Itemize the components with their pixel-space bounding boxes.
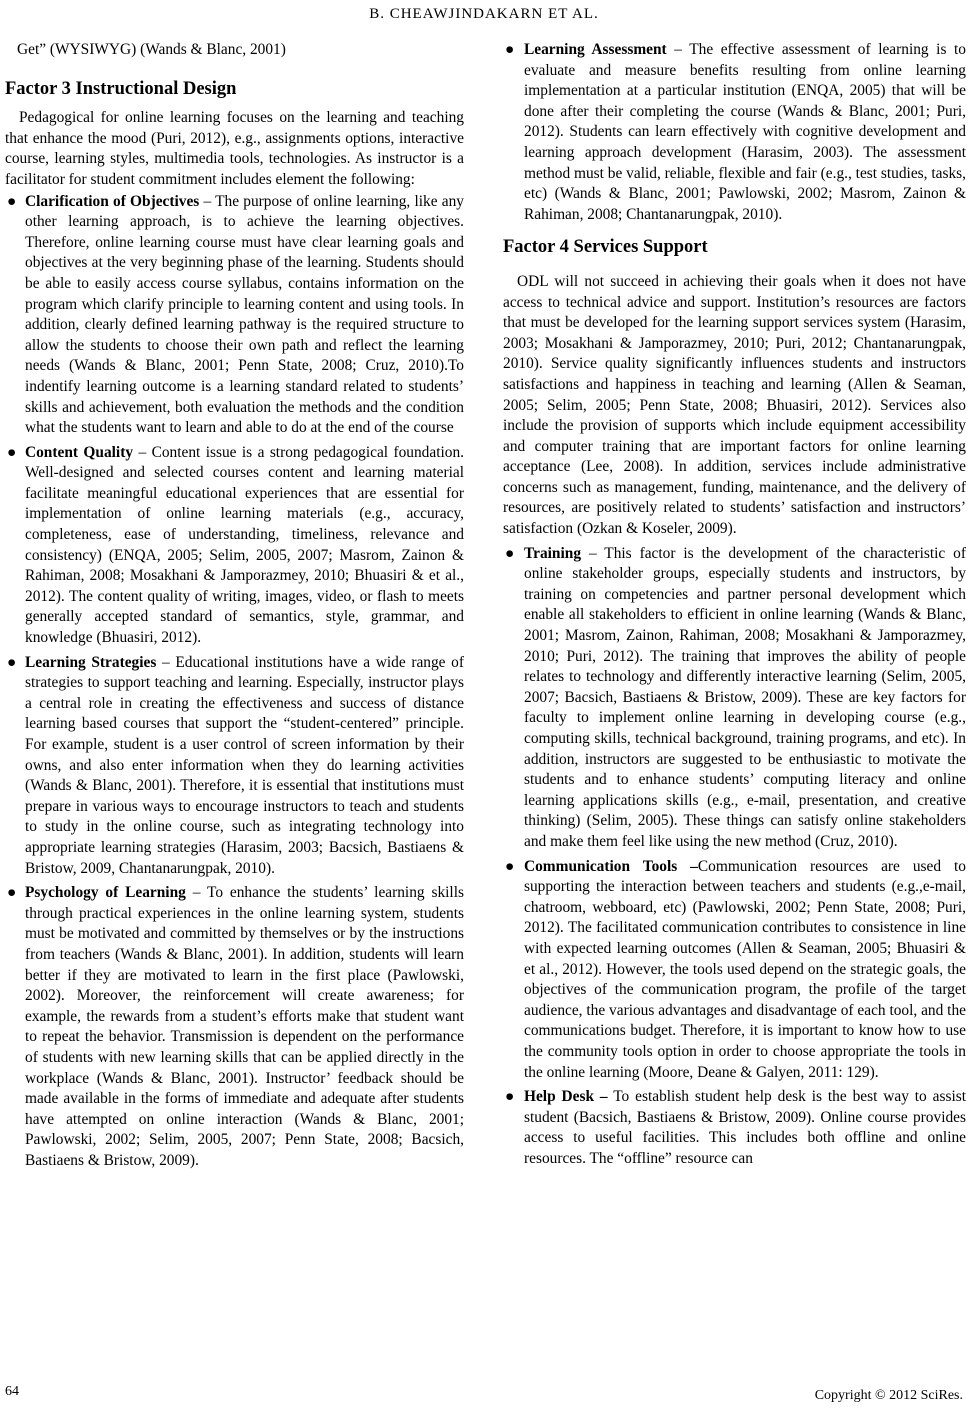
copyright-notice: Copyright © 2012 SciRes. (814, 1388, 963, 1403)
bullet-text: This factor is the development of the characteristic of online stakeholder groups, especially students and instructors, by training on competencies and partner personal development which enable all stakeholders to efficient in online learning (Wands & Blanc, 2001; Masrom, Zainon, Rahiman, 2008; Mosakhani & Jamporazmey, 2010; Puri, 2012). The training that improves the ability of people relates to technology and differently interactive learning (Selim, 2005, 2007; Bacsich, Bastiaens & Bristow, 2009). These are key factors for faculty to implement online learning in developing course (e.g., computing skills, technical background, training programs, and etc). In addition, instructors are suggested to be enthusiastic to motivate the students and to enhance students’ computing literacy and online learning applications skills (e.g., e-mail, presentation, and creative thinking) (Selim, 2005). These things can satisfy online stakeholders and make them feel like using the new method (Cruz, 2010). (524, 544, 966, 850)
page-number: 64 (5, 1384, 19, 1399)
bullet-item (5, 443, 464, 649)
section-heading-factor-3: Factor 3 Instructional Design (5, 78, 237, 99)
bullet-icon: ● (7, 443, 17, 461)
bullet-icon: ● (505, 544, 515, 562)
bullet-text: The purpose of online learning, like any other learning approach, is to achieve the learning objectives. Therefore, online learning course must have clear learning goals and objectives at the very beginning phase of the learning. Students should be able to easily access course syllabus, contains information on the program which clarify principle to learning content and using tools. In addition, clearly defined learning pathway is the required structure to allow the students to choose their own path and reflect the learning needs (Wands & Blanc, 2001; Penn State, 2008; Cruz, 2010).To indentify learning outcome is a learning standard related to students’ skills and achievement, both evaluation the methods and the condition what the students want to learn and able to do at the end of the course (25, 192, 464, 437)
bullet-icon: ● (505, 1088, 515, 1106)
bullet-text: To establish student help desk is the best way to assist student (Bacsich, Bastiaens & Bristow, 2009). Online course provides access to useful facilities. This includes both offline and online resources. The “offline” resource can (524, 1088, 966, 1167)
bullet-term: Content Quality (25, 443, 134, 461)
bullet-term: Learning Strategies (25, 653, 157, 671)
bullet-text: To enhance the students’ learning skills through practical experiences in the online learning system, students must be motivated and committed by themselves or by the instructions from teachers (Wands & Blanc, 2001). In addition, students will learn better if they are motivated to learn in the first place (Pawlowski, 2002). Moreover, the reinforcement will create awareness; for example, the rewards from a student’s efforts make that student want to repeat the behavior. Transmission is dependent on the performance of students with new learning skills that can be applied directly in the workplace (Wands & Blanc, 2001). Instructor’ feedback should be made available in the forms of immediate and adequate after students have attempted on online interaction (Wands & Blanc, 2001; Pawlowski, 2002; Selim, 2005, 2007; Penn State, 2008; Bacsich, Bastiaens & Bristow, 2009). (25, 884, 464, 1169)
bullet-term: Help Desk – (524, 1088, 608, 1106)
bullet-icon: ● (7, 884, 17, 902)
bullet-icon: ● (7, 653, 17, 671)
right-column (503, 40, 966, 1173)
bullet-item (5, 883, 464, 1171)
bullet-term: Communication Tools – (524, 857, 698, 875)
section-heading-factor-4: Factor 4 Services Support (503, 237, 708, 258)
bullet-icon: ● (505, 41, 515, 58)
bullet-separator: – (581, 544, 605, 562)
continuation-text: Get” (WYSIWYG) (Wands & Blanc, 2001) (17, 41, 286, 58)
bullet-item (503, 40, 966, 225)
bullet-item (503, 1087, 966, 1169)
bullet-separator: – (185, 884, 207, 902)
bullet-term: Training (524, 544, 582, 562)
bullet-item (503, 544, 966, 853)
section-intro: ODL will not succeed in achieving their goals when it does not have access to technical advice and support. Institution’s resources are factors that must be developed for the learning support services system (Harasim, 2003; Mosakhani & Jamporazmey, 2010; Puri, 2012; Chantanarungpak, 2010). Service quality significantly influences students and instructors satisfactions and happiness in teaching and learning (Allen & Seaman, 2005; Selim, 2005; Penn State, 2008; Bhuasiri, 2012). Services also include the provision of supports which include equipment accessibility and computer training that are important factors for online learning acceptance (Lee, 2008). In addition, services include administrative concerns such as management, funding, maintenance, and the delivery of resources, are positively related to students’ satisfaction and instructors’ satisfaction (Ozkan & Koseler, 2009). (503, 272, 966, 538)
bullet-separator: – (156, 653, 176, 671)
bullet-term: Learning Assessment (524, 41, 667, 58)
bullet-item (503, 857, 966, 1084)
bullet-separator: – (199, 192, 216, 210)
bullet-text: Educational institutions have a wide range of strategies to support teaching and learning. Especially, instructor plays a central role in creating the effectiveness and success of distance learning based courses that support the “student-centered” principle. For example, student is a user control of screen information by their owns, and also enter information when they do learning activities (Wands & Blanc, 2001). Therefore, it is essential that institutions must prepare in various ways to encourage instructors to teach and students to study in the online course, such as integrating technology into appropriate learning strategies (Harasim, 2003; Bacsich, Bastiaens & Bristow, 2009, Chantanarungpak, 2010). (25, 653, 464, 877)
running-head: B. CHEAWJINDAKARN ET AL. (369, 6, 599, 22)
bullet-item (5, 653, 464, 880)
bullet-separator: – (133, 443, 152, 461)
bullet-icon: ● (7, 192, 17, 210)
left-column (5, 40, 464, 1175)
bullet-item (5, 192, 464, 439)
bullet-icon: ● (505, 857, 515, 875)
bullet-text: The effective assessment of learning is to evaluate and measure benefits resulting from online learning implementation at a particular institution (ENQA, 2005) that will be done after their completing the course (Wands & Blanc, 2001; Puri, 2012). Students can learn effectively with cognitive development and learning approach development (Harasim, 2003). The assessment method must be valid, reliable, flexible and fair (e.g., test studies, tasks, etc) (Wands & Blanc, 2001; Pawlowski, 2002; Masrom, Zainon & Rahiman, 2008; Chantanarungpak, 2010). (524, 41, 966, 223)
bullet-separator: – (666, 41, 690, 58)
bullet-term: Psychology of Learning (25, 884, 186, 902)
section-intro: Pedagogical for online learning focuses on the learning and teaching that enhance the mood (Puri, 2012), e.g., assignments options, interactive course, learning styles, multimedia tools, technologies. As instructor is a facilitator for student commitment includes element the following: (5, 109, 464, 188)
bullet-text: Communication resources are used to supporting the interaction between teachers and students (e.g.,e-mail, chatroom, webboard, etc) (Pawlowski, 2002; Penn State, 2008; Puri, 2012). The facilitated communication contributes to consistence in line with expected learning outcomes (Allen & Seaman, 2005; Bhuasiri & et al., 2012). However, the tools used depend on the strategic goals, the objectives of the communication program, the profile of the target audience, the various advantages and disadvantage of each tool, and the communications budget. Therefore, it is important to know how to use the community tools option in order to choose appropriate the tools in the online learning (Moore, Deane & Galyen, 2011: 129). (524, 857, 966, 1081)
bullet-term: Clarification of Objectives (25, 192, 200, 210)
bullet-text: Content issue is a strong pedagogical foundation. Well-designed and selected courses content and learning material facilitate meaningful educational experiences that are essential for implementation of online learning materials (e.g., accuracy, completeness, ease of understanding, timeliness, relevance and consistency) (ENQA, 2005; Selim, 2005, 2007; Masrom, Zainon & Rahiman, 2008; Mosakhani & Jamporazmey, 2010; Bhuasiri & et al., 2012). The content quality of writing, images, video, or flash to meets generally accepted standard of semantics, style, grammar, and knowledge (Bhuasiri, 2012). (25, 443, 465, 647)
